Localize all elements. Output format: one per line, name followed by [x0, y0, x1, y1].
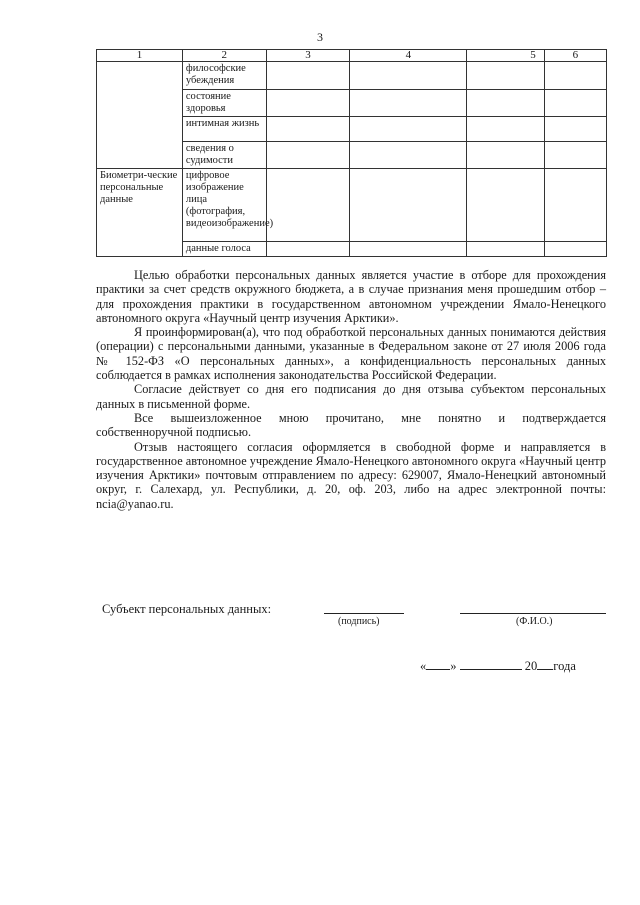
signature-caption: (подпись) — [338, 616, 380, 627]
month-blank[interactable] — [460, 658, 522, 670]
category-cell-empty — [97, 62, 183, 169]
signature-label: Субъект персональных данных: — [102, 602, 272, 616]
paragraph-withdrawal: Отзыв настоящего согласия оформляется в свободной форме и направляется в государственное автономное учреждение Ямало-Ненецкого автономного округа «Научный центр изучения Арктики» почтовым отправлением по адресу: 629007, Ямало-Ненецкий автономный округ, г. Салехард, ул. Республики, д. 20, оф. 203, либо на адрес электронной почты: ncia@yanao.ru. — [96, 439, 606, 511]
personal-data-table — [96, 49, 607, 257]
table-header-row — [97, 50, 607, 62]
header-cell: 6 — [544, 50, 606, 62]
header-cell: 2 — [182, 50, 266, 62]
paragraph-validity: Согласие действует со дня его подписания до дня отзыва субъектом персональных данных в письменной форме. — [96, 382, 606, 411]
data-item-cell: сведения о судимости — [182, 142, 266, 169]
data-item-cell: состояние здоровья — [182, 90, 266, 117]
data-item-cell: цифровое изображение лица (фотография, видеоизображение) — [182, 169, 266, 242]
header-cell: 3 — [266, 50, 350, 62]
table-row — [97, 169, 607, 242]
page-number: 3 — [317, 30, 323, 44]
paragraph-confirmation: Все вышеизложенное мною прочитано, мне понятно и подтверждается собственноручной подписью. — [96, 410, 606, 440]
year-blank[interactable] — [537, 658, 553, 670]
year-suffix: года — [553, 659, 576, 673]
header-cell: 1 — [97, 50, 183, 62]
data-item-cell: философские убеждения — [182, 62, 266, 90]
close-quote: » — [450, 659, 457, 673]
signature-line[interactable] — [324, 602, 404, 614]
date-line — [420, 658, 576, 674]
header-cell: 4 — [350, 50, 467, 62]
paragraph-purpose: Целью обработки персональных данных является участие в отборе для прохождения практики за счет средств окружного бюджета, а в случае признания меня прошедшим отбор – для прохождения практики в государственном автономном учреждении Ямало-Ненецкого автономного округа «Научный центр изучения Арктики». — [96, 268, 606, 325]
data-item-cell: интимная жизнь — [182, 117, 266, 142]
category-cell: Биометри-ческие персональные данные — [97, 169, 183, 257]
full-name-caption: (Ф.И.О.) — [516, 616, 553, 627]
header-cell: 5 — [467, 50, 544, 62]
paragraph-informed: Я проинформирован(а), что под обработкой персональных данных понимаются действия (операции) с персональными данными, указанные в Федеральном законе от 27 июля 2006 года № 152-ФЗ «О персональных данных», а конфиденциальность персональных данных соблюдается в рамках исполнения законодательства Российской Федерации. — [96, 325, 606, 383]
full-name-line[interactable] — [460, 602, 606, 614]
year-prefix: 20 — [524, 659, 538, 673]
consent-text — [96, 268, 606, 511]
table-row — [97, 62, 607, 90]
open-quote: « — [420, 659, 427, 673]
data-item-cell: данные голоса — [182, 242, 266, 257]
day-blank[interactable] — [426, 658, 450, 670]
